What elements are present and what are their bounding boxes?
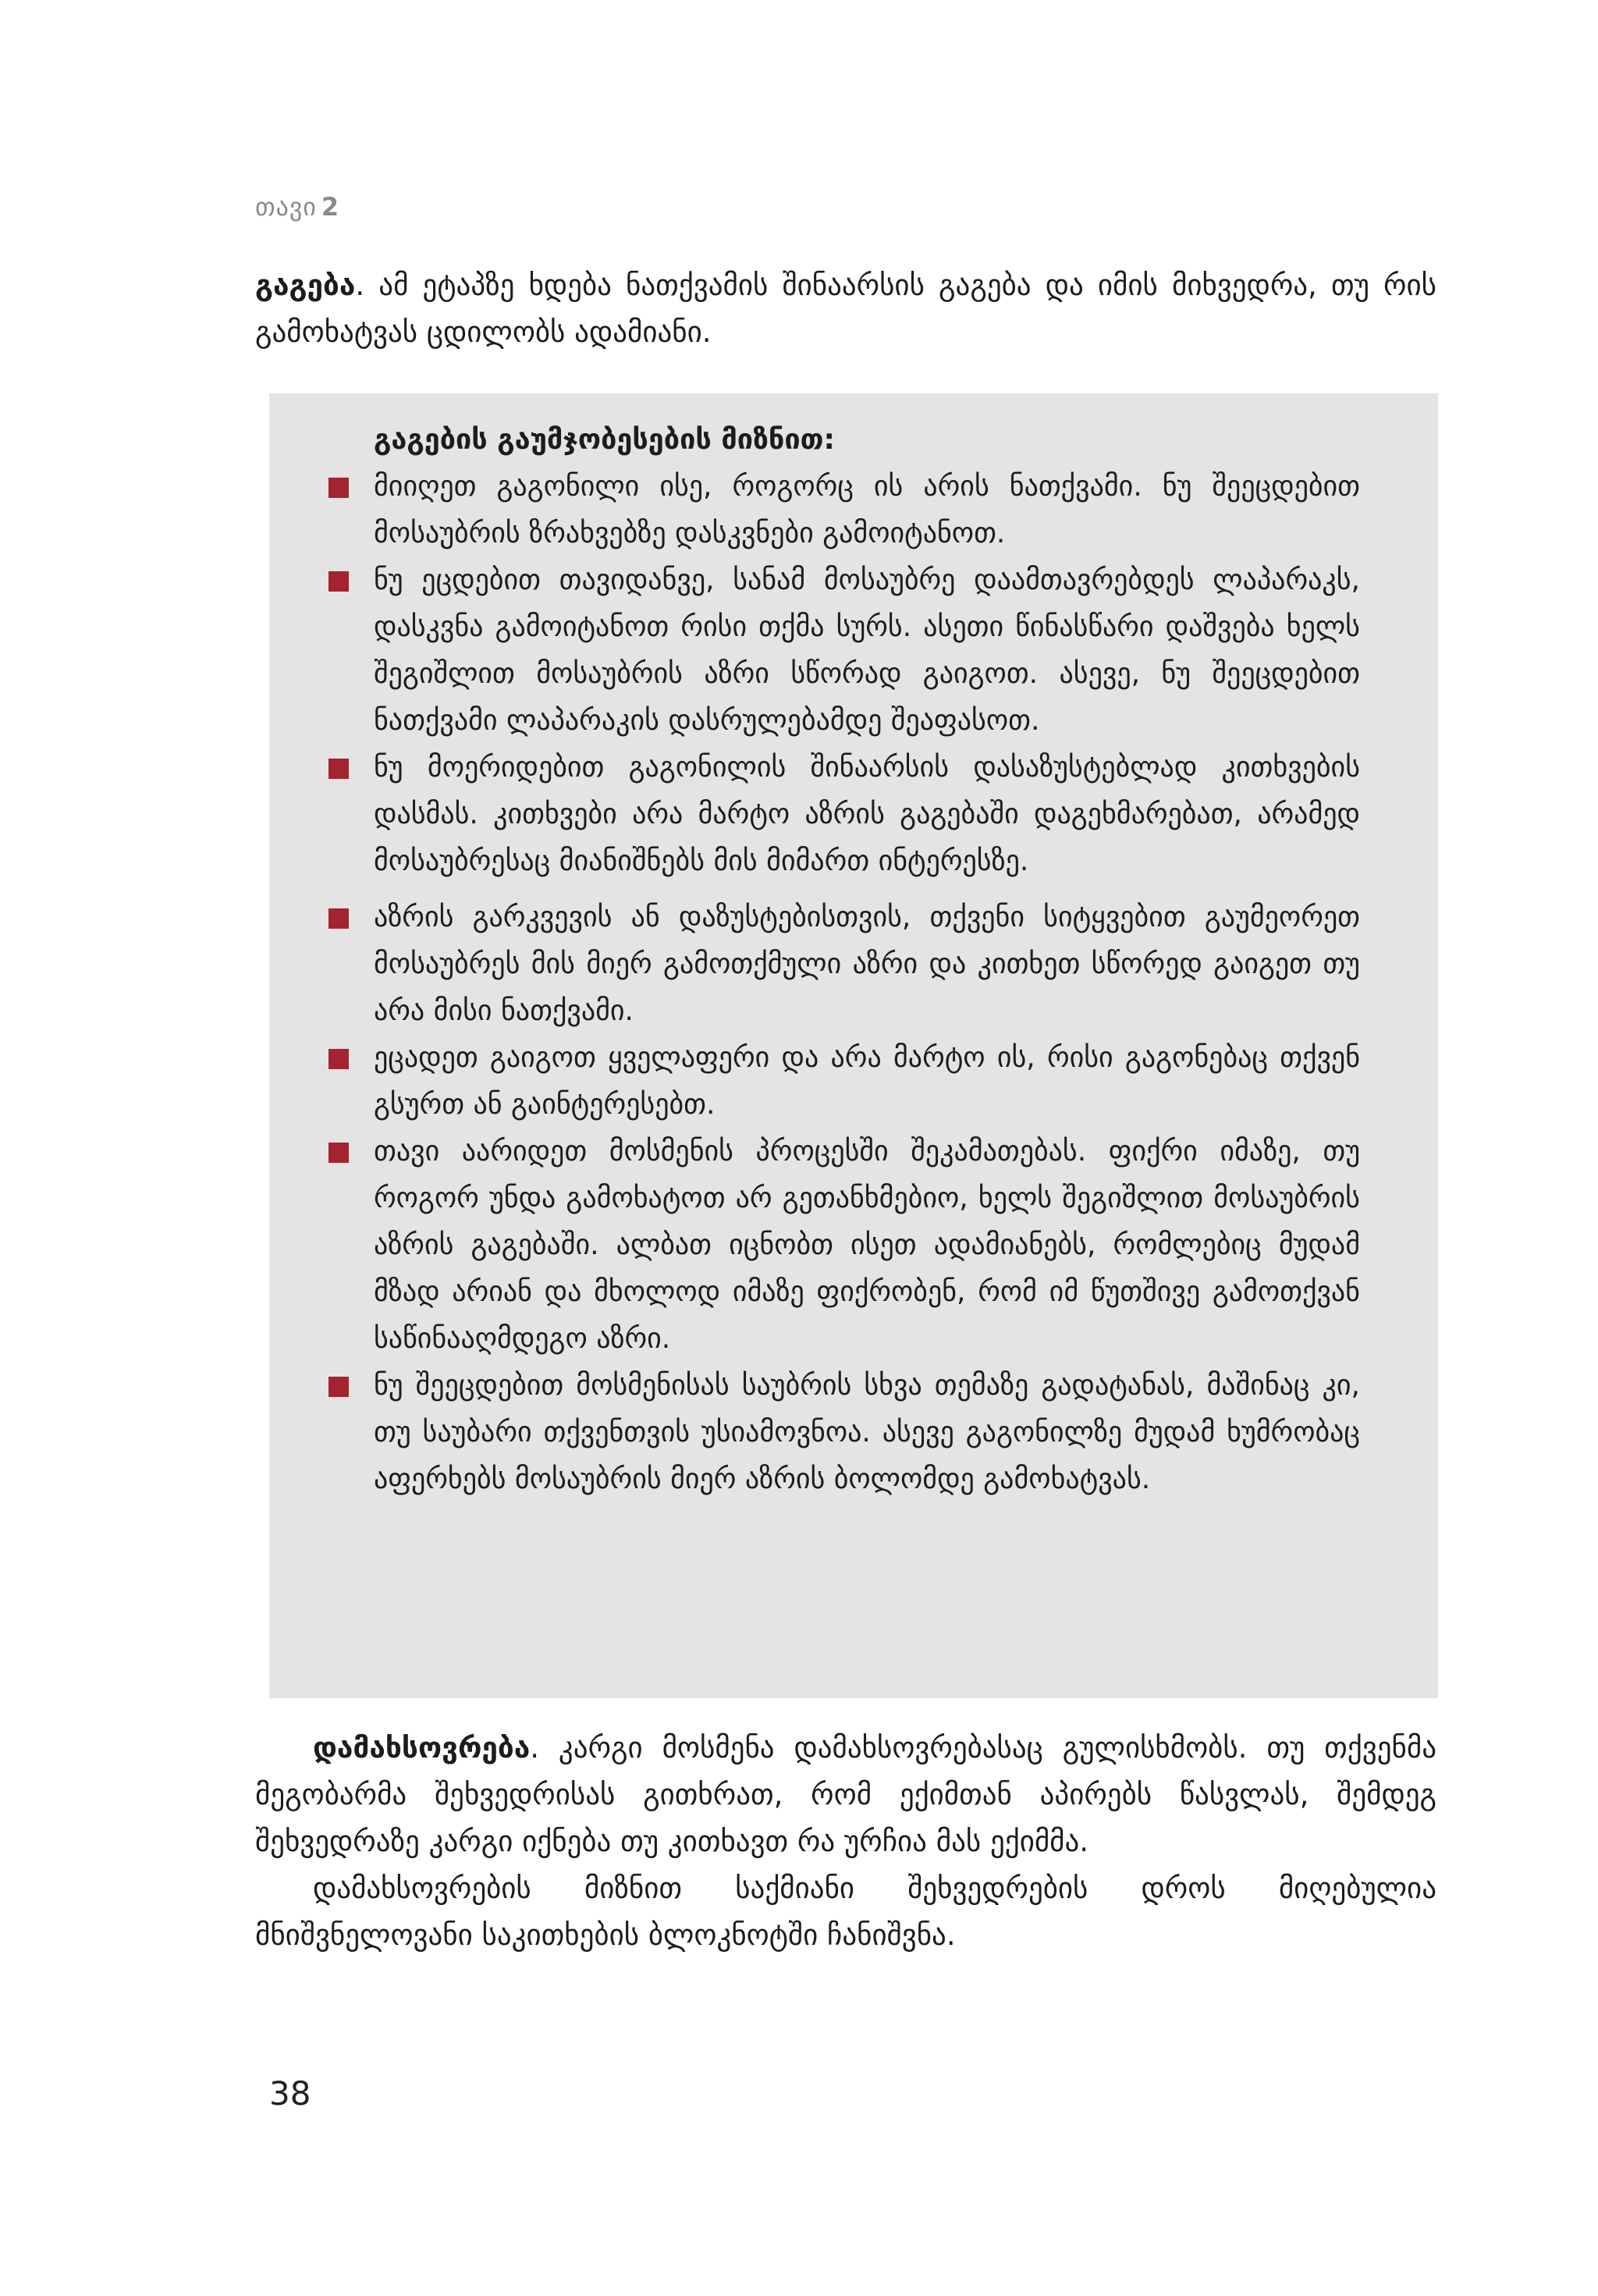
tips-box-title: გაგების გაუმჯობესების მიზნით: bbox=[374, 424, 835, 456]
bullet-square-icon bbox=[328, 908, 349, 929]
list-item bbox=[328, 1128, 1360, 1363]
list-item bbox=[328, 1035, 1360, 1128]
list-item bbox=[328, 745, 1360, 885]
list-item-text: ეცადეთ გაიგოთ ყველაფერი და არა მარტო ის, რისი გაგონებაც თქვენ გსურთ ან გაინტერესებთ. bbox=[374, 1042, 1360, 1121]
list-item bbox=[328, 557, 1360, 745]
tips-list bbox=[328, 464, 1360, 1503]
closing-text-2: დამახსოვრების მიზნით საქმიანი შეხვედრების დროს მიღებულია მნიშვნელოვანი საკითხების ბლოკნოტში ჩანიშვნა. bbox=[255, 1871, 1436, 1952]
page-number: 38 bbox=[269, 2074, 311, 2113]
list-item bbox=[328, 1363, 1360, 1503]
list-item-text: ნუ მოერიდებით გაგონილის შინაარსის დასაზუსტებლად კითხვების დასმას. კითხვები არა მარტო აზრის გაგებაში დაგეხმარებათ, არამედ მოსაუბრესაც მიანიშნებს მის მიმართ ინტერესზე. bbox=[374, 752, 1360, 877]
closing-term: დამახსოვრება bbox=[313, 1731, 531, 1765]
bullet-square-icon bbox=[328, 571, 349, 592]
bullet-square-icon bbox=[328, 1049, 349, 1069]
bullet-square-icon bbox=[328, 478, 349, 498]
list-item-text: თავი აარიდეთ მოსმენის პროცესში შეკამათებას. ფიქრი იმაზე, თუ როგორ უნდა გამოხატოთ არ გეთანხმებიო, ხელს შეგიშლით მოსაუბრის აზრის გაგებაში. ალბათ იცნობთ ისეთ ადამიანებს, რომლებიც მუდამ მზად არიან და მხოლოდ იმაზე ფიქრობენ, რომ იმ წუთშივე გამოთქვან საწინააღმდეგო აზრი. bbox=[374, 1136, 1360, 1355]
chapter-word: თავი bbox=[255, 192, 317, 222]
intro-paragraph bbox=[255, 262, 1436, 356]
list-item-text: აზრის გარკვევის ან დაზუსტებისთვის, თქვენი სიტყვებით გაუმეორეთ მოსაუბრეს მის მიერ გამოთქმული აზრი და კითხეთ სწორედ გაიგეთ თუ არა მისი ნათქვამი. bbox=[374, 901, 1360, 1027]
list-item-text: ნუ ეცდებით თავიდანვე, სანამ მოსაუბრე დაამთავრებდეს ლაპარაკს, დასკვნა გამოიტანოთ რისი თქმა სურს. ასეთი წინასწარი დაშვება ხელს შეგიშლით მოსაუბრის აზრი სწორად გაიგოთ. ასევე, ნუ შეეცდებით ნათქვამი ლაპარაკის დასრულებამდე შეაფასოთ. bbox=[374, 564, 1360, 737]
list-item-text: ნუ შეეცდებით მოსმენისას საუბრის სხვა თემაზე გადატანას, მაშინაც კი, თუ საუბარი თქვენთვის უსიამოვნოა. ასევე გაგონილზე მუდამ ხუმრობაც აფერხებს მოსაუბრის მიერ აზრის ბოლომდე გამოხატვას. bbox=[374, 1370, 1360, 1495]
chapter-header bbox=[255, 192, 339, 222]
list-item bbox=[328, 464, 1360, 557]
chapter-number: 2 bbox=[321, 192, 340, 222]
intro-term: გაგება bbox=[255, 268, 356, 302]
closing-paragraph bbox=[255, 1725, 1436, 1959]
list-item bbox=[328, 894, 1360, 1035]
bullet-square-icon bbox=[328, 759, 349, 779]
list-item-text: მიიღეთ გაგონილი ისე, როგორც ის არის ნათქვამი. ნუ შეეცდებით მოსაუბრის ზრახვებზე დასკვნები გამოიტანოთ. bbox=[374, 471, 1360, 549]
closing-text: . კარგი მოსმენა დამახსოვრებასაც გულისხმობს. თუ თქვენმა მეგობარმა შეხვედრისას გითხრათ, რომ ექიმთან აპირებს წასვლას, შემდეგ შეხვედრაზე კარგი იქნება თუ კითხავთ რა ურჩია მას ექიმმა. bbox=[255, 1731, 1436, 1858]
intro-text: . ამ ეტაპზე ხდება ნათქვამის შინაარსის გაგება და იმის მიხვედრა, თუ რის გამოხატვას ცდილობს ადამიანი. bbox=[255, 268, 1436, 349]
bullet-square-icon bbox=[328, 1143, 349, 1163]
bullet-square-icon bbox=[328, 1377, 349, 1397]
tips-box bbox=[269, 393, 1438, 1698]
